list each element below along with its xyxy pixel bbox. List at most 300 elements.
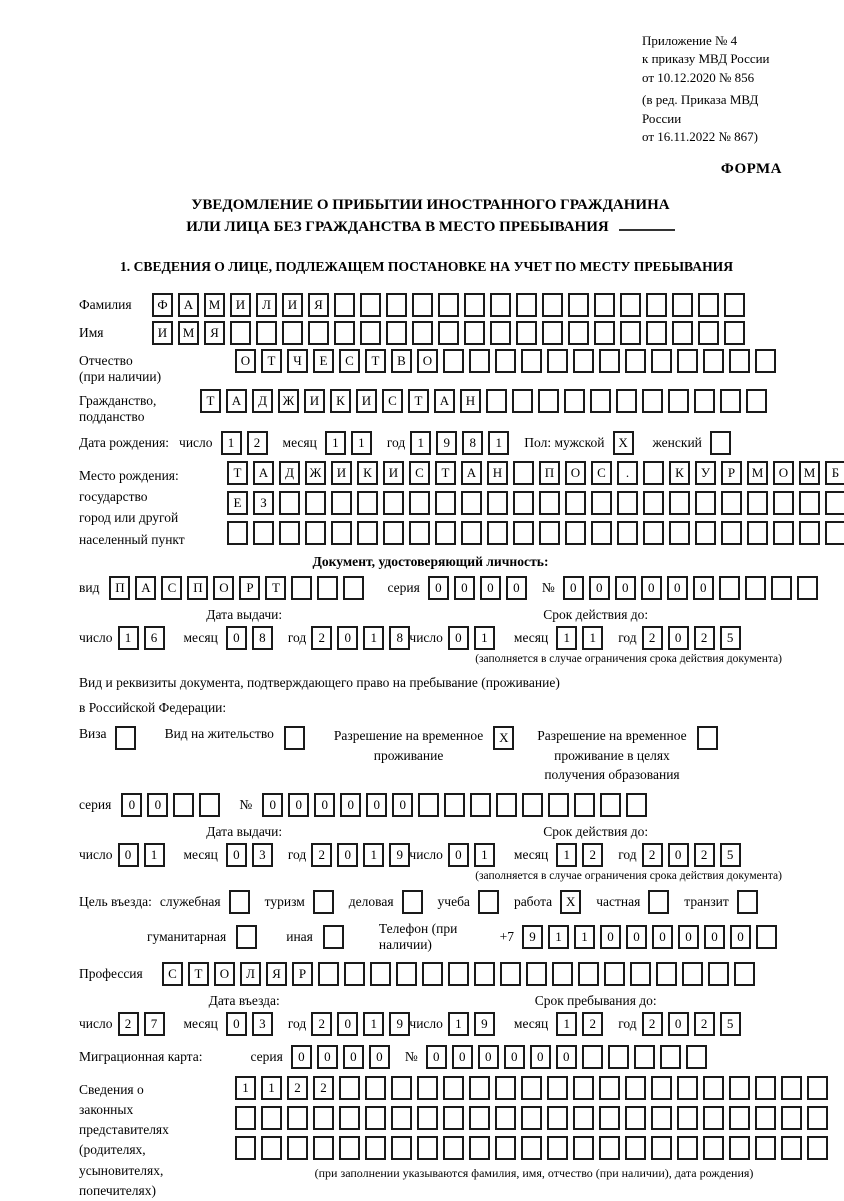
char-cell[interactable] <box>825 491 844 515</box>
char-cell[interactable]: П <box>109 576 130 600</box>
char-cell[interactable] <box>625 1136 646 1160</box>
char-cell[interactable] <box>418 793 439 817</box>
char-cell[interactable]: 0 <box>589 576 610 600</box>
char-cell[interactable] <box>686 1045 707 1069</box>
char-cell[interactable] <box>317 576 338 600</box>
char-cell[interactable]: 2 <box>582 1012 603 1036</box>
char-cell[interactable] <box>574 793 595 817</box>
char-cell[interactable] <box>781 1136 802 1160</box>
char-cell[interactable] <box>313 1106 334 1130</box>
char-cell[interactable]: 2 <box>247 431 268 455</box>
char-cell[interactable]: А <box>434 389 455 413</box>
char-cell[interactable] <box>626 793 647 817</box>
char-cell[interactable] <box>565 491 586 515</box>
char-cell[interactable] <box>365 1076 386 1100</box>
char-cell[interactable] <box>391 1136 412 1160</box>
char-cell[interactable]: С <box>409 461 430 485</box>
char-cell[interactable] <box>344 962 365 986</box>
char-cell[interactable]: 2 <box>694 1012 715 1036</box>
char-cell[interactable] <box>677 1136 698 1160</box>
char-cell[interactable] <box>516 293 537 317</box>
purpose-humanitarian-checkbox[interactable] <box>236 925 257 949</box>
char-cell[interactable] <box>490 321 511 345</box>
char-cell[interactable] <box>435 521 456 545</box>
purpose-business-checkbox[interactable] <box>402 890 423 914</box>
char-cell[interactable] <box>755 1136 776 1160</box>
char-cell[interactable] <box>547 349 568 373</box>
char-cell[interactable]: 1 <box>474 843 495 867</box>
char-cell[interactable] <box>620 321 641 345</box>
char-cell[interactable] <box>386 321 407 345</box>
char-cell[interactable]: А <box>226 389 247 413</box>
char-cell[interactable]: П <box>187 576 208 600</box>
char-cell[interactable] <box>279 521 300 545</box>
char-cell[interactable]: 0 <box>226 1012 247 1036</box>
char-cell[interactable]: 1 <box>351 431 372 455</box>
char-cell[interactable]: Т <box>261 349 282 373</box>
char-cell[interactable] <box>643 461 664 485</box>
char-cell[interactable] <box>617 521 638 545</box>
char-cell[interactable]: 0 <box>615 576 636 600</box>
char-cell[interactable]: Я <box>266 962 287 986</box>
char-cell[interactable] <box>495 1076 516 1100</box>
char-cell[interactable]: Р <box>239 576 260 600</box>
char-cell[interactable] <box>651 349 672 373</box>
char-cell[interactable] <box>724 293 745 317</box>
char-cell[interactable]: 0 <box>337 843 358 867</box>
char-cell[interactable]: 0 <box>667 576 688 600</box>
char-cell[interactable] <box>547 1136 568 1160</box>
char-cell[interactable] <box>825 521 844 545</box>
char-cell[interactable] <box>279 491 300 515</box>
sex-male-checkbox[interactable]: X <box>613 431 634 455</box>
char-cell[interactable]: 9 <box>389 843 410 867</box>
char-cell[interactable]: 0 <box>337 626 358 650</box>
char-cell[interactable] <box>357 491 378 515</box>
char-cell[interactable] <box>634 1045 655 1069</box>
char-cell[interactable]: 0 <box>563 576 584 600</box>
char-cell[interactable]: Ж <box>305 461 326 485</box>
char-cell[interactable] <box>495 1136 516 1160</box>
char-cell[interactable]: 0 <box>317 1045 338 1069</box>
char-cell[interactable]: 2 <box>313 1076 334 1100</box>
char-cell[interactable]: 0 <box>600 925 621 949</box>
char-cell[interactable] <box>547 1106 568 1130</box>
char-cell[interactable] <box>781 1106 802 1130</box>
char-cell[interactable] <box>443 1106 464 1130</box>
char-cell[interactable] <box>522 793 543 817</box>
char-cell[interactable] <box>461 521 482 545</box>
char-cell[interactable] <box>469 1106 490 1130</box>
char-cell[interactable] <box>600 793 621 817</box>
char-cell[interactable] <box>305 521 326 545</box>
char-cell[interactable]: 0 <box>678 925 699 949</box>
char-cell[interactable] <box>538 389 559 413</box>
char-cell[interactable] <box>568 293 589 317</box>
char-cell[interactable]: Т <box>227 461 248 485</box>
char-cell[interactable] <box>564 389 585 413</box>
char-cell[interactable]: 0 <box>448 843 469 867</box>
char-cell[interactable] <box>391 1076 412 1100</box>
char-cell[interactable] <box>578 962 599 986</box>
char-cell[interactable] <box>669 491 690 515</box>
char-cell[interactable] <box>745 576 766 600</box>
char-cell[interactable]: 9 <box>436 431 457 455</box>
char-cell[interactable] <box>438 321 459 345</box>
char-cell[interactable]: 2 <box>694 843 715 867</box>
char-cell[interactable]: 0 <box>226 626 247 650</box>
char-cell[interactable] <box>396 962 417 986</box>
char-cell[interactable]: С <box>162 962 183 986</box>
char-cell[interactable] <box>526 962 547 986</box>
char-cell[interactable] <box>412 293 433 317</box>
char-cell[interactable] <box>261 1136 282 1160</box>
char-cell[interactable] <box>438 293 459 317</box>
char-cell[interactable]: 0 <box>314 793 335 817</box>
char-cell[interactable]: 1 <box>556 626 577 650</box>
char-cell[interactable]: 1 <box>221 431 242 455</box>
char-cell[interactable] <box>513 521 534 545</box>
char-cell[interactable] <box>604 962 625 986</box>
char-cell[interactable] <box>599 1106 620 1130</box>
char-cell[interactable]: 3 <box>252 843 273 867</box>
char-cell[interactable]: Е <box>227 491 248 515</box>
char-cell[interactable]: И <box>356 389 377 413</box>
char-cell[interactable]: 2 <box>642 843 663 867</box>
char-cell[interactable]: З <box>253 491 274 515</box>
char-cell[interactable]: 0 <box>337 1012 358 1036</box>
char-cell[interactable]: Т <box>435 461 456 485</box>
char-cell[interactable] <box>547 1076 568 1100</box>
char-cell[interactable]: 0 <box>693 576 714 600</box>
char-cell[interactable] <box>695 491 716 515</box>
char-cell[interactable] <box>797 576 818 600</box>
char-cell[interactable]: 0 <box>426 1045 447 1069</box>
char-cell[interactable] <box>625 1106 646 1130</box>
char-cell[interactable]: 1 <box>582 626 603 650</box>
char-cell[interactable] <box>734 962 755 986</box>
char-cell[interactable] <box>677 1076 698 1100</box>
char-cell[interactable] <box>495 349 516 373</box>
char-cell[interactable]: А <box>178 293 199 317</box>
char-cell[interactable] <box>755 349 776 373</box>
char-cell[interactable] <box>703 1106 724 1130</box>
char-cell[interactable]: Т <box>200 389 221 413</box>
char-cell[interactable] <box>490 293 511 317</box>
char-cell[interactable]: 8 <box>462 431 483 455</box>
char-cell[interactable]: 1 <box>448 1012 469 1036</box>
char-cell[interactable]: 0 <box>262 793 283 817</box>
char-cell[interactable] <box>616 389 637 413</box>
char-cell[interactable] <box>334 293 355 317</box>
char-cell[interactable]: В <box>391 349 412 373</box>
char-cell[interactable]: А <box>253 461 274 485</box>
char-cell[interactable] <box>565 521 586 545</box>
char-cell[interactable]: 0 <box>480 576 501 600</box>
char-cell[interactable] <box>625 1076 646 1100</box>
char-cell[interactable]: У <box>695 461 716 485</box>
char-cell[interactable] <box>617 491 638 515</box>
char-cell[interactable] <box>370 962 391 986</box>
char-cell[interactable] <box>573 1136 594 1160</box>
char-cell[interactable]: Д <box>279 461 300 485</box>
char-cell[interactable] <box>339 1106 360 1130</box>
char-cell[interactable]: 2 <box>311 626 332 650</box>
char-cell[interactable]: О <box>565 461 586 485</box>
char-cell[interactable] <box>383 521 404 545</box>
char-cell[interactable]: 9 <box>522 925 543 949</box>
char-cell[interactable] <box>365 1136 386 1160</box>
char-cell[interactable]: 0 <box>704 925 725 949</box>
char-cell[interactable] <box>287 1136 308 1160</box>
char-cell[interactable] <box>409 521 430 545</box>
char-cell[interactable] <box>235 1106 256 1130</box>
char-cell[interactable]: 8 <box>389 626 410 650</box>
char-cell[interactable] <box>391 1106 412 1130</box>
char-cell[interactable]: 0 <box>730 925 751 949</box>
char-cell[interactable] <box>552 962 573 986</box>
char-cell[interactable]: 2 <box>642 1012 663 1036</box>
char-cell[interactable]: Л <box>240 962 261 986</box>
char-cell[interactable] <box>807 1136 828 1160</box>
char-cell[interactable]: И <box>304 389 325 413</box>
char-cell[interactable]: 1 <box>325 431 346 455</box>
char-cell[interactable] <box>230 321 251 345</box>
char-cell[interactable]: Т <box>365 349 386 373</box>
char-cell[interactable]: Т <box>188 962 209 986</box>
char-cell[interactable] <box>443 1076 464 1100</box>
char-cell[interactable] <box>542 321 563 345</box>
char-cell[interactable] <box>799 521 820 545</box>
char-cell[interactable] <box>513 491 534 515</box>
char-cell[interactable]: С <box>382 389 403 413</box>
char-cell[interactable]: 5 <box>720 626 741 650</box>
char-cell[interactable]: О <box>214 962 235 986</box>
char-cell[interactable] <box>677 349 698 373</box>
char-cell[interactable]: Н <box>487 461 508 485</box>
char-cell[interactable] <box>313 1136 334 1160</box>
char-cell[interactable] <box>695 521 716 545</box>
char-cell[interactable] <box>496 793 517 817</box>
char-cell[interactable] <box>625 349 646 373</box>
char-cell[interactable] <box>703 349 724 373</box>
char-cell[interactable]: М <box>747 461 768 485</box>
char-cell[interactable] <box>599 1076 620 1100</box>
char-cell[interactable] <box>573 1076 594 1100</box>
char-cell[interactable]: 0 <box>118 843 139 867</box>
char-cell[interactable]: 0 <box>366 793 387 817</box>
char-cell[interactable]: 0 <box>626 925 647 949</box>
char-cell[interactable] <box>305 491 326 515</box>
char-cell[interactable] <box>642 389 663 413</box>
char-cell[interactable]: М <box>204 293 225 317</box>
char-cell[interactable]: К <box>330 389 351 413</box>
char-cell[interactable] <box>291 576 312 600</box>
char-cell[interactable] <box>747 521 768 545</box>
char-cell[interactable]: 1 <box>363 843 384 867</box>
char-cell[interactable] <box>253 521 274 545</box>
char-cell[interactable] <box>630 962 651 986</box>
char-cell[interactable]: 2 <box>582 843 603 867</box>
purpose-study-checkbox[interactable] <box>478 890 499 914</box>
char-cell[interactable]: 0 <box>641 576 662 600</box>
char-cell[interactable]: С <box>339 349 360 373</box>
char-cell[interactable] <box>698 321 719 345</box>
char-cell[interactable] <box>708 962 729 986</box>
char-cell[interactable]: 0 <box>530 1045 551 1069</box>
char-cell[interactable]: 3 <box>252 1012 273 1036</box>
char-cell[interactable]: 0 <box>556 1045 577 1069</box>
char-cell[interactable] <box>747 491 768 515</box>
char-cell[interactable] <box>669 521 690 545</box>
char-cell[interactable] <box>173 793 194 817</box>
char-cell[interactable] <box>512 389 533 413</box>
char-cell[interactable]: Н <box>460 389 481 413</box>
char-cell[interactable] <box>771 576 792 600</box>
char-cell[interactable]: 1 <box>574 925 595 949</box>
purpose-transit-checkbox[interactable] <box>737 890 758 914</box>
char-cell[interactable]: 0 <box>652 925 673 949</box>
char-cell[interactable]: 1 <box>261 1076 282 1100</box>
char-cell[interactable]: Ч <box>287 349 308 373</box>
char-cell[interactable]: О <box>235 349 256 373</box>
char-cell[interactable]: Ж <box>278 389 299 413</box>
char-cell[interactable] <box>470 793 491 817</box>
char-cell[interactable] <box>548 793 569 817</box>
char-cell[interactable]: 7 <box>144 1012 165 1036</box>
char-cell[interactable] <box>357 521 378 545</box>
char-cell[interactable]: 0 <box>452 1045 473 1069</box>
char-cell[interactable]: Б <box>825 461 844 485</box>
char-cell[interactable] <box>199 793 220 817</box>
char-cell[interactable]: 0 <box>668 1012 689 1036</box>
char-cell[interactable] <box>464 321 485 345</box>
char-cell[interactable] <box>235 1136 256 1160</box>
char-cell[interactable]: О <box>213 576 234 600</box>
char-cell[interactable] <box>651 1076 672 1100</box>
char-cell[interactable] <box>582 1045 603 1069</box>
char-cell[interactable]: 9 <box>389 1012 410 1036</box>
char-cell[interactable]: 1 <box>488 431 509 455</box>
char-cell[interactable] <box>729 1136 750 1160</box>
char-cell[interactable] <box>756 925 777 949</box>
char-cell[interactable]: Л <box>256 293 277 317</box>
char-cell[interactable] <box>360 321 381 345</box>
char-cell[interactable] <box>594 321 615 345</box>
char-cell[interactable]: 2 <box>287 1076 308 1100</box>
char-cell[interactable] <box>422 962 443 986</box>
edu-permit-checkbox[interactable] <box>697 726 718 750</box>
char-cell[interactable]: 5 <box>720 843 741 867</box>
char-cell[interactable] <box>591 521 612 545</box>
char-cell[interactable]: А <box>135 576 156 600</box>
char-cell[interactable]: И <box>383 461 404 485</box>
char-cell[interactable] <box>539 521 560 545</box>
char-cell[interactable]: 1 <box>556 843 577 867</box>
char-cell[interactable] <box>590 389 611 413</box>
char-cell[interactable] <box>331 521 352 545</box>
char-cell[interactable]: 0 <box>340 793 361 817</box>
char-cell[interactable]: 1 <box>144 843 165 867</box>
char-cell[interactable] <box>594 293 615 317</box>
char-cell[interactable]: 0 <box>392 793 413 817</box>
char-cell[interactable]: 1 <box>548 925 569 949</box>
char-cell[interactable] <box>807 1106 828 1130</box>
purpose-other-checkbox[interactable] <box>323 925 344 949</box>
char-cell[interactable] <box>412 321 433 345</box>
char-cell[interactable] <box>729 1076 750 1100</box>
char-cell[interactable]: 6 <box>144 626 165 650</box>
char-cell[interactable]: Т <box>265 576 286 600</box>
char-cell[interactable] <box>513 461 534 485</box>
char-cell[interactable] <box>500 962 521 986</box>
char-cell[interactable] <box>360 293 381 317</box>
char-cell[interactable] <box>656 962 677 986</box>
char-cell[interactable] <box>282 321 303 345</box>
char-cell[interactable]: 0 <box>369 1045 390 1069</box>
char-cell[interactable] <box>486 389 507 413</box>
char-cell[interactable] <box>334 321 355 345</box>
char-cell[interactable] <box>443 1136 464 1160</box>
char-cell[interactable] <box>521 349 542 373</box>
char-cell[interactable]: Т <box>408 389 429 413</box>
char-cell[interactable]: И <box>230 293 251 317</box>
char-cell[interactable]: 0 <box>147 793 168 817</box>
char-cell[interactable] <box>573 349 594 373</box>
char-cell[interactable]: 0 <box>121 793 142 817</box>
char-cell[interactable]: 0 <box>504 1045 525 1069</box>
char-cell[interactable] <box>343 576 364 600</box>
char-cell[interactable]: 2 <box>694 626 715 650</box>
char-cell[interactable] <box>721 491 742 515</box>
char-cell[interactable] <box>469 1076 490 1100</box>
sex-female-checkbox[interactable] <box>710 431 731 455</box>
purpose-work-checkbox[interactable]: X <box>560 890 581 914</box>
temp-permit-checkbox[interactable]: X <box>493 726 514 750</box>
char-cell[interactable]: 0 <box>343 1045 364 1069</box>
char-cell[interactable] <box>417 1076 438 1100</box>
char-cell[interactable]: 0 <box>291 1045 312 1069</box>
char-cell[interactable]: И <box>152 321 173 345</box>
char-cell[interactable] <box>729 1106 750 1130</box>
purpose-tourism-checkbox[interactable] <box>313 890 334 914</box>
char-cell[interactable]: С <box>161 576 182 600</box>
char-cell[interactable]: 0 <box>428 576 449 600</box>
char-cell[interactable] <box>668 389 689 413</box>
char-cell[interactable] <box>469 349 490 373</box>
char-cell[interactable] <box>643 491 664 515</box>
char-cell[interactable] <box>474 962 495 986</box>
char-cell[interactable] <box>694 389 715 413</box>
char-cell[interactable] <box>677 1106 698 1130</box>
char-cell[interactable] <box>724 321 745 345</box>
char-cell[interactable]: 8 <box>252 626 273 650</box>
char-cell[interactable]: 1 <box>556 1012 577 1036</box>
char-cell[interactable] <box>521 1106 542 1130</box>
char-cell[interactable] <box>444 793 465 817</box>
char-cell[interactable]: 0 <box>668 626 689 650</box>
char-cell[interactable] <box>409 491 430 515</box>
char-cell[interactable] <box>417 1106 438 1130</box>
char-cell[interactable] <box>599 349 620 373</box>
char-cell[interactable] <box>435 491 456 515</box>
char-cell[interactable] <box>261 1106 282 1130</box>
char-cell[interactable] <box>386 293 407 317</box>
char-cell[interactable] <box>620 293 641 317</box>
char-cell[interactable]: 0 <box>478 1045 499 1069</box>
char-cell[interactable]: 1 <box>363 1012 384 1036</box>
char-cell[interactable] <box>773 521 794 545</box>
